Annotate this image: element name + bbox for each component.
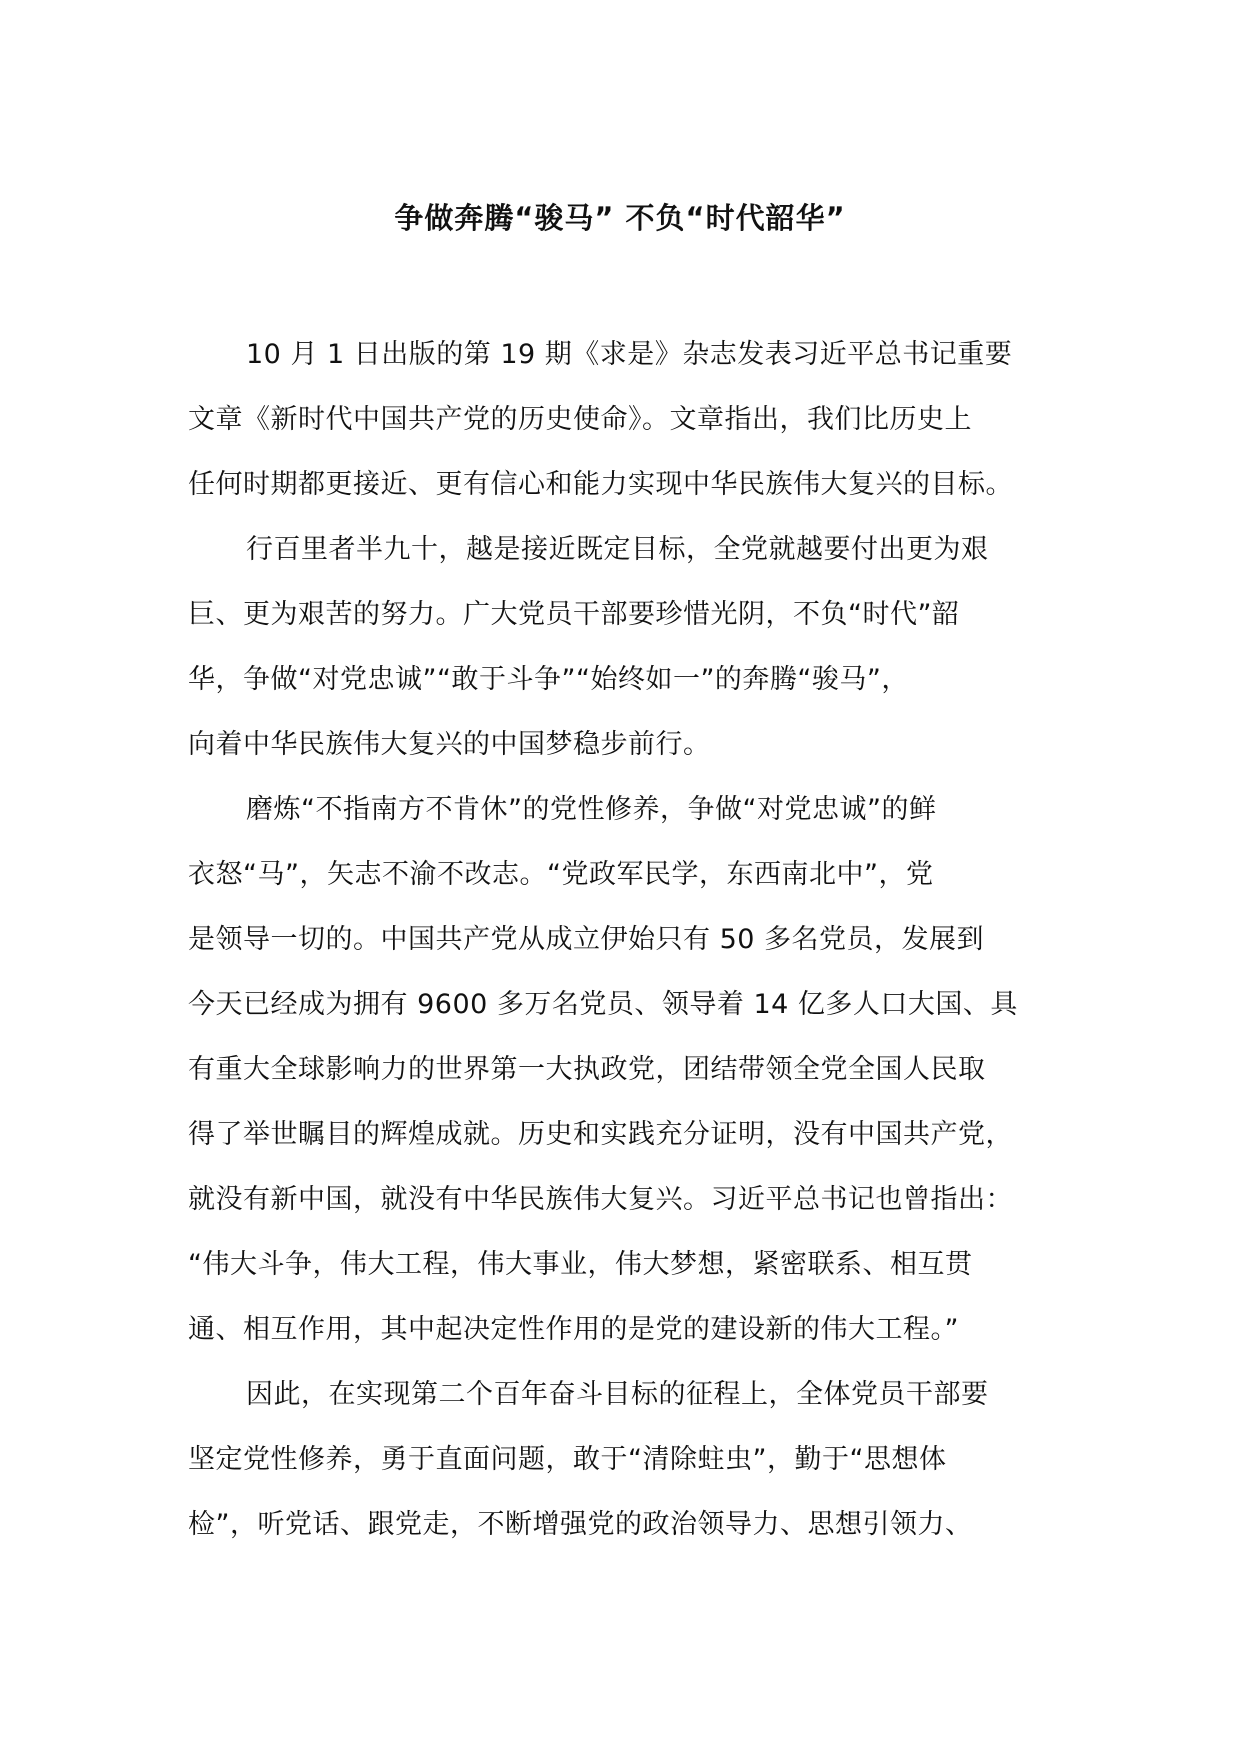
text-line: 10 月 1 日出版的第 19 期《求是》杂志发表习近平总书记重要 (246, 339, 1013, 370)
text-line: 通、相互作用，其中起决定性作用的是党的建设新的伟大工程。” (188, 1314, 959, 1345)
text-line: 有重大全球影响力的世界第一大执政党，团结带领全党全国人民取 (188, 1054, 986, 1085)
text-line: “伟大斗争，伟大工程，伟大事业，伟大梦想，紧密联系、相互贯 (188, 1249, 973, 1280)
article-body (188, 322, 1088, 1557)
text-line: 坚定党性修养，勇于直面问题，敢于“清除蛀虫”，勤于“思想体 (188, 1444, 947, 1475)
text-line: 磨炼“不指南方不肯休”的党性修养，争做“对党忠诚”的鲜 (246, 794, 937, 825)
text-line: 检”，听党话、跟党走，不断增强党的政治领导力、思想引领力、 (188, 1509, 973, 1540)
document-title: 争做奔腾“骏马” 不负“时代韶华” (394, 201, 846, 235)
text-line: 巨、更为艰苦的努力。广大党员干部要珍惜光阴，不负“时代”韶 (188, 599, 960, 630)
text-line: 向着中华民族伟大复兴的中国梦稳步前行。 (188, 729, 711, 760)
text-line: 文章《新时代中国共产党的历史使命》。文章指出，我们比历史上 (188, 404, 972, 435)
text-line: 今天已经成为拥有 9600 多万名党员、领导着 14 亿多人口大国、具 (188, 989, 1018, 1020)
text-line: 任何时期都更接近、更有信心和能力实现中华民族伟大复兴的目标。 (188, 469, 1013, 500)
text-line: 得了举世瞩目的辉煌成就。历史和实践充分证明，没有中国共产党， (188, 1119, 1013, 1150)
text-line: 是领导一切的。中国共产党从成立伊始只有 50 多名党员，发展到 (188, 924, 985, 955)
text-line: 就没有新中国，就没有中华民族伟大复兴。习近平总书记也曾指出： (188, 1184, 1013, 1215)
text-line: 衣怒“马”，矢志不渝不改志。“党政军民学，东西南北中”，党 (188, 859, 934, 890)
text-line: 行百里者半九十，越是接近既定目标，全党就越要付出更为艰 (246, 534, 989, 565)
text-line: 华，争做“对党忠诚”“敢于斗争”“始终如一”的奔腾“骏马”， (188, 664, 909, 695)
text-line: 因此，在实现第二个百年奋斗目标的征程上，全体党员干部要 (246, 1379, 989, 1410)
